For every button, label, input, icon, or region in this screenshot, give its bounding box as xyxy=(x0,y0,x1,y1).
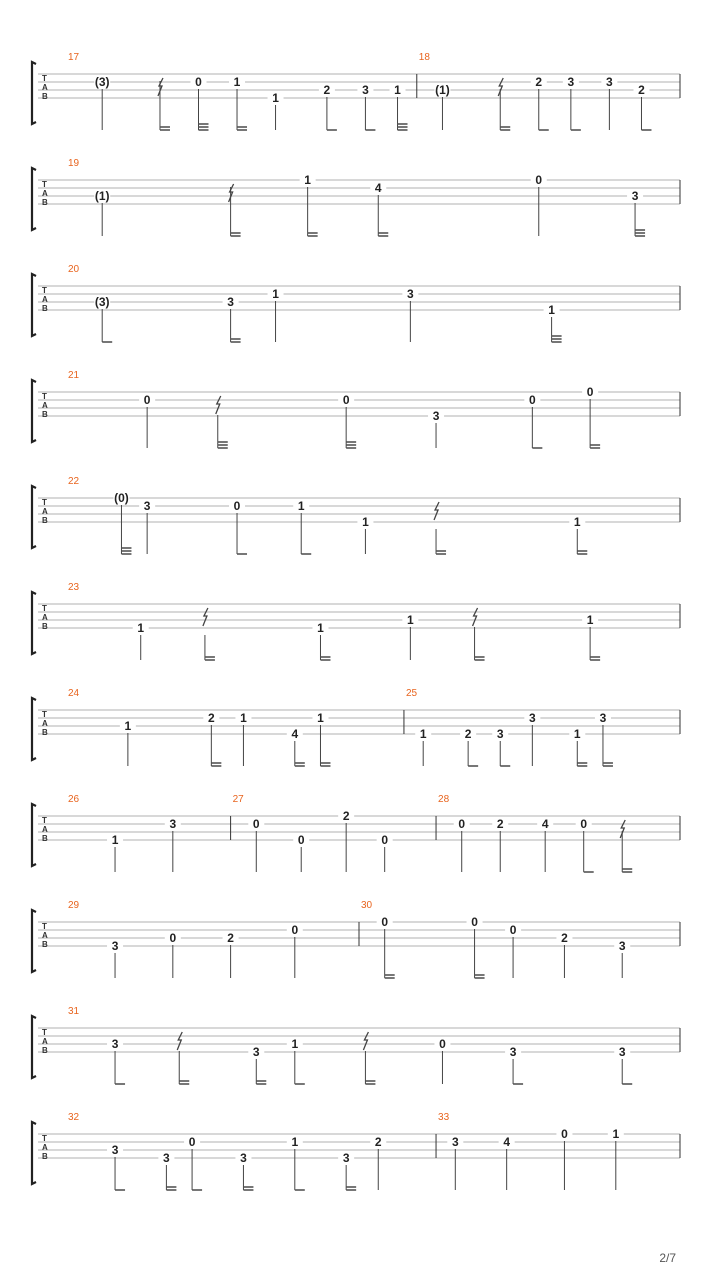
fret-number: 0 xyxy=(535,173,543,187)
fret-number: 4 xyxy=(541,817,549,831)
fret-number: 3 xyxy=(567,75,575,89)
fret-number: 0 xyxy=(169,931,177,945)
fret-number: 3 xyxy=(252,1045,260,1059)
fret-number: 1 xyxy=(407,613,414,627)
fret-number: 3 xyxy=(618,1045,626,1059)
tab-clef-letter: A xyxy=(42,83,48,92)
fret-number: 3 xyxy=(362,83,369,97)
tab-clef-letter: T xyxy=(42,1134,47,1143)
fret-number: 0 xyxy=(381,915,389,929)
fret-number: 2 xyxy=(535,75,543,89)
tab-clef-letter: A xyxy=(42,1143,48,1152)
system-bracket xyxy=(32,698,36,760)
fret-number: 1 xyxy=(124,719,132,733)
fret-number: 1 xyxy=(419,727,427,741)
fret-number: (1) xyxy=(435,83,450,97)
measure-number: 20 xyxy=(68,264,80,275)
fret-number: 0 xyxy=(252,817,260,831)
system-bracket xyxy=(32,1016,36,1078)
fret-number: 1 xyxy=(573,727,581,741)
tab-clef-letter: B xyxy=(42,728,48,737)
fret-number: 3 xyxy=(111,939,119,953)
fret-number: 0 xyxy=(188,1135,196,1149)
fret-number: 3 xyxy=(631,189,639,203)
fret-number: 0 xyxy=(580,817,588,831)
system-bracket xyxy=(32,380,36,442)
tab-clef-letter: A xyxy=(42,825,48,834)
tab-clef-letter: A xyxy=(42,931,48,940)
fret-number: 3 xyxy=(407,287,414,301)
fret-number: 1 xyxy=(240,711,247,725)
fret-number: 3 xyxy=(618,939,626,953)
system-bracket xyxy=(32,1122,36,1184)
fret-number: 3 xyxy=(111,1037,119,1051)
measure-number: 28 xyxy=(438,794,450,805)
fret-number: 3 xyxy=(240,1151,247,1165)
system-bracket xyxy=(32,804,36,866)
tab-clef-letter: T xyxy=(42,922,47,931)
tab-clef-letter: T xyxy=(42,710,47,719)
fret-number: 0 xyxy=(195,75,202,89)
fret-number: 3 xyxy=(111,1143,119,1157)
tab-clef-letter: T xyxy=(42,1028,47,1037)
tab-system xyxy=(32,688,680,766)
tab-system xyxy=(32,52,680,130)
fret-number: 3 xyxy=(528,711,536,725)
fret-number: 0 xyxy=(509,923,517,937)
rest-symbol xyxy=(177,1032,182,1050)
fret-number: 0 xyxy=(561,1127,568,1141)
tab-clef-letter: T xyxy=(42,816,47,825)
measure-number: 29 xyxy=(68,900,80,911)
tab-system xyxy=(32,1006,680,1084)
fret-number: 0 xyxy=(381,833,389,847)
measure-number: 23 xyxy=(68,582,80,593)
rest-symbol xyxy=(363,1032,368,1050)
fret-number: 1 xyxy=(394,83,401,97)
tab-clef-letter: A xyxy=(42,295,48,304)
fret-number: 3 xyxy=(606,75,613,89)
tab-clef-letter: A xyxy=(42,613,48,622)
fret-number: 0 xyxy=(528,393,536,407)
fret-number: 2 xyxy=(561,931,568,945)
system-bracket xyxy=(32,910,36,972)
tab-system xyxy=(32,264,680,342)
fret-number: 3 xyxy=(342,1151,350,1165)
fret-number: (3) xyxy=(94,75,110,89)
measure-number: 22 xyxy=(68,476,80,487)
tab-clef-letter: A xyxy=(42,1037,48,1046)
fret-number: 1 xyxy=(272,287,279,301)
tab-clef-letter: B xyxy=(42,1046,48,1055)
fret-number: 0 xyxy=(291,923,299,937)
tab-clef-letter: T xyxy=(42,604,47,613)
fret-number: 3 xyxy=(143,499,151,513)
tab-clef-letter: B xyxy=(42,940,48,949)
measure-number: 18 xyxy=(418,52,430,63)
tab-system xyxy=(32,1112,680,1190)
fret-number: (1) xyxy=(94,189,110,203)
fret-number: 2 xyxy=(496,817,504,831)
fret-number: 1 xyxy=(362,515,369,529)
fret-number: 1 xyxy=(291,1037,299,1051)
fret-number: 0 xyxy=(143,393,151,407)
tab-clef-letter: T xyxy=(42,74,47,83)
fret-number: (0) xyxy=(114,491,129,505)
system-bracket xyxy=(32,168,36,230)
measure-number: 19 xyxy=(68,158,80,169)
measure-number: 27 xyxy=(232,794,244,805)
fret-number: 0 xyxy=(297,833,305,847)
tab-clef-letter: B xyxy=(42,198,48,207)
system-bracket xyxy=(32,62,36,124)
fret-number: 0 xyxy=(233,499,241,513)
measure-number: 31 xyxy=(68,1006,80,1017)
tab-clef-letter: A xyxy=(42,401,48,410)
fret-number: 3 xyxy=(163,1151,170,1165)
fret-number: 4 xyxy=(503,1135,511,1149)
fret-number: 0 xyxy=(586,385,594,399)
fret-number: 2 xyxy=(227,931,234,945)
tab-clef-letter: T xyxy=(42,286,47,295)
fret-number: 1 xyxy=(304,173,311,187)
fret-number: 3 xyxy=(169,817,177,831)
fret-number: 2 xyxy=(464,727,472,741)
measure-number: 21 xyxy=(68,370,80,381)
tab-clef-letter: B xyxy=(42,1152,48,1161)
fret-number: 1 xyxy=(111,833,119,847)
measure-number: 26 xyxy=(68,794,80,805)
fret-number: 0 xyxy=(342,393,350,407)
fret-number: 2 xyxy=(638,83,645,97)
fret-number: 1 xyxy=(548,303,555,317)
tab-clef-letter: B xyxy=(42,304,48,313)
measure-number: 25 xyxy=(405,688,418,699)
rest-symbol xyxy=(473,608,478,626)
fret-number: 3 xyxy=(599,711,607,725)
tab-clef-letter: T xyxy=(42,392,47,401)
fret-number: 0 xyxy=(458,817,466,831)
tab-system xyxy=(32,900,680,978)
tab-system xyxy=(32,476,680,554)
system-bracket xyxy=(32,274,36,336)
rest-symbol xyxy=(434,502,439,520)
tab-clef-letter: B xyxy=(42,410,48,419)
tab-clef-letter: T xyxy=(42,498,47,507)
measure-number: 24 xyxy=(68,688,80,699)
tab-clef-letter: T xyxy=(42,180,47,189)
fret-number: 1 xyxy=(317,711,324,725)
fret-number: 4 xyxy=(291,727,299,741)
fret-number: 2 xyxy=(323,83,331,97)
tab-clef-letter: B xyxy=(42,622,48,631)
fret-number: 1 xyxy=(291,1135,299,1149)
fret-number: 3 xyxy=(496,727,504,741)
fret-number: 3 xyxy=(451,1135,459,1149)
measure-number: 30 xyxy=(361,900,373,911)
fret-number: 1 xyxy=(586,613,594,627)
tab-clef-letter: A xyxy=(42,189,48,198)
system-bracket xyxy=(32,592,36,654)
fret-number: 0 xyxy=(439,1037,446,1051)
tab-clef-letter: B xyxy=(42,834,48,843)
fret-number: 1 xyxy=(297,499,305,513)
fret-number: 2 xyxy=(374,1135,382,1149)
measure-number: 17 xyxy=(68,52,80,63)
measure-number: 33 xyxy=(438,1112,450,1123)
fret-number: 3 xyxy=(227,295,234,309)
fret-number: 1 xyxy=(612,1127,620,1141)
fret-number: 2 xyxy=(342,809,350,823)
fret-number: 1 xyxy=(573,515,581,529)
fret-number: 3 xyxy=(432,409,440,423)
fret-number: 4 xyxy=(374,181,382,195)
page-number: 2/7 xyxy=(659,1251,676,1265)
tab-clef-letter: B xyxy=(42,516,48,525)
tab-system xyxy=(32,794,680,872)
tab-system xyxy=(32,158,680,236)
fret-number: 1 xyxy=(137,621,145,635)
tab-clef-letter: B xyxy=(42,92,48,101)
fret-number: 0 xyxy=(471,915,478,929)
fret-number: 2 xyxy=(207,711,215,725)
fret-number: 3 xyxy=(509,1045,517,1059)
tab-system xyxy=(32,582,680,660)
rest-symbol xyxy=(216,396,221,414)
rest-symbol xyxy=(203,608,208,626)
fret-number: (3) xyxy=(94,295,110,309)
tab-clef-letter: A xyxy=(42,719,48,728)
tab-system xyxy=(32,370,680,448)
system-bracket xyxy=(32,486,36,548)
fret-number: 1 xyxy=(233,75,241,89)
fret-number: 1 xyxy=(272,91,279,105)
measure-number: 32 xyxy=(68,1112,80,1123)
fret-number: 1 xyxy=(317,621,324,635)
tab-clef-letter: A xyxy=(42,507,48,516)
